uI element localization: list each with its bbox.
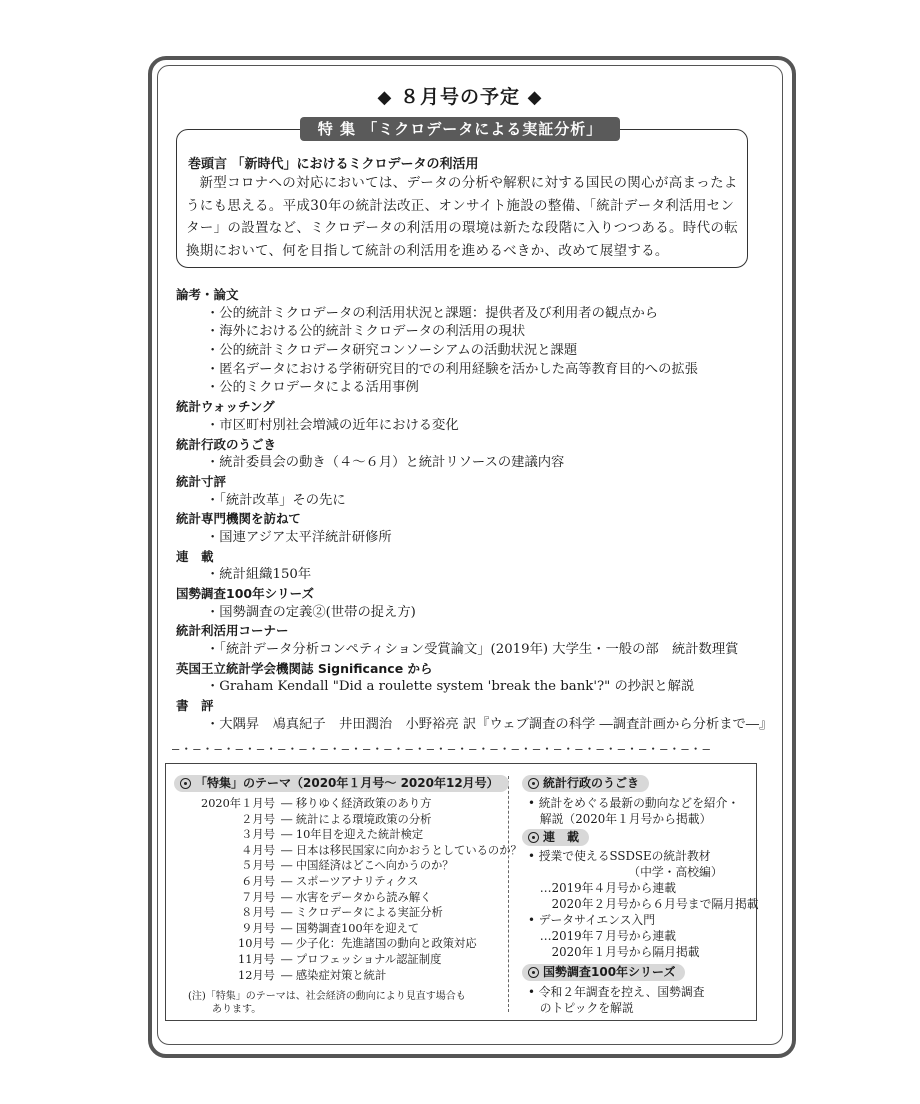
info-line: …2019年４月号から連載 [528, 881, 676, 895]
bullet-circle-icon [528, 832, 539, 843]
theme-row [178, 874, 522, 890]
theme-row [178, 843, 522, 859]
section-heading: 連 載 [176, 548, 214, 564]
theme-month: ３月号 [241, 828, 275, 842]
theme-topic: ― 日本は移民国家に向かおうとしているのか？ [281, 843, 522, 857]
theme-month: 2020年１月号 [201, 797, 275, 810]
theme-topic: ― 感染症対策と統計 [281, 968, 387, 982]
theme-month: 12月号 [238, 968, 275, 982]
theme-row [178, 936, 522, 952]
info-line: • 統計をめぐる最新の動向などを紹介・ [528, 796, 740, 810]
theme-month: 10月号 [238, 937, 275, 951]
contents-list [176, 286, 776, 735]
list-item: ・Graham Kendall "Did a roulette system 'break the bank'?" の抄訳と解説 [206, 679, 695, 695]
theme-month: ８月号 [241, 906, 275, 920]
rensai-heading [522, 829, 589, 846]
feature-body: 新型コロナへの対応においては、データの分析や解釈に対する国民の関心が高まったようにも思える。平成30年の統計法改正、オンサイト施設の整備、「統計データ利活用センター」の設置など、ミクロデータの利活用の環境は新たな段階に入りつつある。時代の転換期において、何を目指して統計の利活用を進めるべきか、改めて展望する。 [186, 175, 738, 259]
diamond-left-icon: ◆ [377, 87, 393, 108]
gyosei-heading-text: 統計行政のうごき [543, 776, 640, 790]
rensai-heading-text: 連 載 [543, 830, 580, 844]
info-line: （中学・高校編） [528, 865, 723, 879]
theme-row [178, 812, 522, 828]
theme-month: ６月号 [241, 874, 275, 888]
kokusei-text [528, 984, 705, 1016]
bullet-circle-icon [528, 778, 539, 789]
list-item: ・統計組織150年 [206, 567, 312, 583]
list-item: ・海外における公的統計ミクロデータの利活用の現状 [206, 324, 526, 340]
info-line: • 令和２年調査を控え、国勢調査 [528, 985, 705, 999]
section-heading: 英国王立統計学会機関誌 Significance から [176, 660, 433, 676]
themes-list [178, 796, 522, 983]
theme-topic: ― 国勢調査100年を迎えて [281, 921, 420, 935]
list-item: ・国連アジア太平洋統計研修所 [206, 529, 392, 545]
theme-topic: ― 水害をデータから読み解く [281, 890, 432, 904]
gyosei-text [528, 795, 739, 827]
list-item: ・公的統計ミクロデータの利活用状況と課題：提供者及び利用者の観点から [206, 305, 659, 321]
page-title [0, 82, 920, 109]
list-item: ・国勢調査の定義②(世帯の捉え方) [206, 604, 416, 620]
section-heading: 統計利活用コーナー [176, 623, 289, 639]
section-heading: 論考・論文 [176, 287, 239, 302]
list-item: ・公的ミクロデータによる活用事例 [206, 380, 419, 396]
section-heading: 統計ウォッチング [176, 399, 275, 415]
theme-topic: ― 少子化：先進諸国の動向と政策対応 [281, 937, 477, 951]
section-divider: ―・―・―・―・―・―・―・―・―・―・―・―・―・―・―・―・―・―・―・―・―・―・―・―・―・― [172, 742, 711, 756]
theme-row [178, 968, 522, 984]
theme-month: 11月号 [238, 952, 275, 966]
section-heading: 書 評 [176, 698, 214, 714]
themes-note [188, 990, 498, 1016]
themes-heading [174, 775, 509, 792]
section-heading: 統計寸評 [176, 473, 227, 489]
theme-topic: ― 中国経済はどこへ向かうのか？ [281, 859, 454, 873]
theme-month: ２月号 [241, 812, 275, 826]
theme-topic: ― 統計による環境政策の分析 [281, 812, 432, 826]
rensai-text [528, 848, 759, 960]
list-item: ・公的統計ミクロデータ研究コンソーシアムの活動状況と課題 [206, 343, 578, 359]
list-item: ・市区町村別社会増減の近年における変化 [206, 417, 459, 433]
feature-tab-label: 特 集 「ミクロデータによる実証分析」 [300, 117, 620, 141]
theme-row [178, 890, 522, 906]
kokusei-heading-text: 国勢調査100年シリーズ [543, 965, 676, 979]
themes-note-line: あります。 [212, 1004, 262, 1015]
theme-row [178, 796, 522, 812]
theme-topic: ― プロフェッショナル認証制度 [281, 952, 442, 966]
list-item: ・統計委員会の動き（４～６月）と統計リソースの建議内容 [206, 455, 565, 471]
theme-topic: ― 10年目を迎えた統計検定 [281, 828, 424, 842]
info-line: • 授業で使えるSSDSEの統計教材 [528, 849, 711, 863]
themes-heading-text: 「特集」のテーマ（2020年１月号～ 2020年12月号） [195, 776, 499, 790]
info-line: • データサイエンス入門 [528, 913, 656, 927]
theme-month: ７月号 [241, 890, 275, 904]
info-line: 解説（2020年１月号から掲載） [528, 812, 712, 826]
list-item: ・大隅昇 鳰真紀子 井田潤治 小野裕亮 訳『ウェブ調査の科学 ―調査計画から分析まで―』 [206, 716, 773, 732]
theme-row [178, 921, 522, 937]
info-line: のトピックを解説 [528, 1001, 634, 1015]
theme-topic: ― 移りゆく経済政策のあり方 [281, 797, 432, 810]
section-heading: 統計行政のうごき [176, 436, 277, 452]
theme-row [178, 827, 522, 843]
feature-heading: 巻頭言 「新時代」におけるミクロデータの利活用 [188, 157, 479, 172]
theme-topic: ― スポーツアナリティクス [281, 874, 419, 888]
theme-row [178, 952, 522, 968]
info-line: 2020年２月号から６月号まで隔月掲載 [528, 897, 759, 911]
page-title-text: ８月号の予定 [399, 86, 520, 108]
themes-note-line: (注)「特集」のテーマは、社会経済の動向により見直す場合も [188, 991, 466, 1002]
theme-row [178, 905, 522, 921]
theme-topic: ― ミクロデータによる実証分析 [281, 906, 443, 920]
theme-month: ５月号 [241, 859, 275, 873]
bullet-circle-icon [180, 778, 191, 789]
list-item: ・「統計データ分析コンペティション受賞論文」(2019年) 大学生・一般の部 統計数理賞 [206, 642, 739, 658]
gyosei-heading [522, 775, 649, 792]
kokusei-heading [522, 964, 685, 981]
section-heading: 統計専門機関を訪ねて [176, 511, 301, 527]
list-item: ・「統計改革」その先に [206, 492, 346, 508]
list-item: ・匿名データにおける学術研究目的での利用経験を活かした高等教育目的への拡張 [206, 361, 698, 377]
bullet-circle-icon [528, 967, 539, 978]
theme-month: ９月号 [241, 921, 275, 935]
diamond-right-icon: ◆ [527, 87, 543, 108]
theme-month: ４月号 [241, 843, 275, 857]
section-heading: 国勢調査100年シリーズ [176, 586, 314, 601]
theme-row [178, 858, 522, 874]
info-line: 2020年１月号から隔月掲載 [528, 945, 700, 959]
info-line: …2019年７月号から連載 [528, 929, 676, 943]
